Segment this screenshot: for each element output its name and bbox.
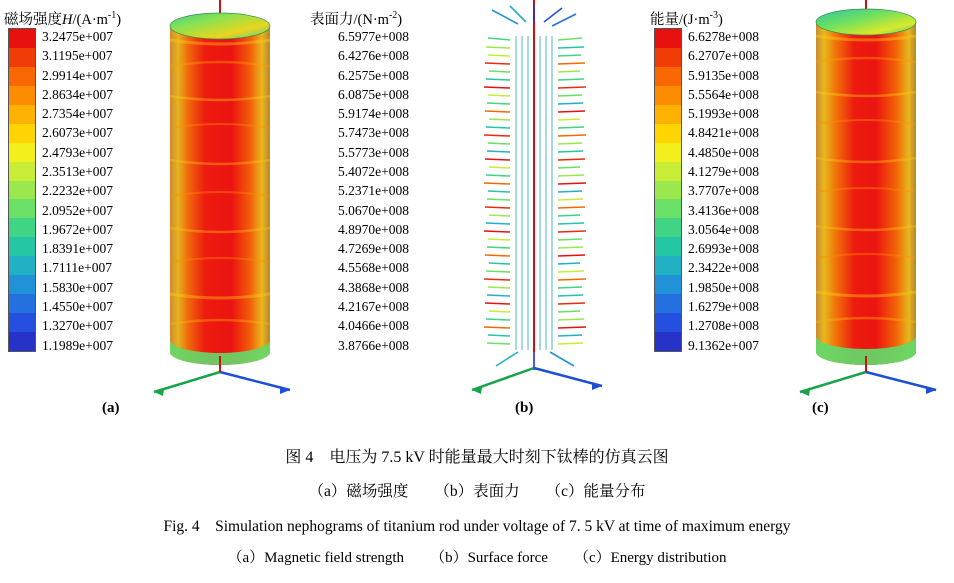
rod-body — [170, 26, 270, 365]
legend-value: 2.3422e+008 — [688, 260, 759, 276]
colorbar-swatch — [655, 162, 681, 181]
colorbar-swatch — [655, 48, 681, 67]
subcaption-en-b: （b）Surface force — [430, 550, 548, 566]
legend-value: 5.5773e+008 — [338, 144, 409, 160]
colorbar-swatch — [655, 218, 681, 237]
legend-value: 5.9135e+008 — [688, 67, 759, 83]
colorbar-swatch — [9, 162, 35, 181]
colorbar-swatch — [655, 143, 681, 162]
legend-value: 1.9672e+007 — [42, 221, 113, 237]
colorbar-swatch — [655, 105, 681, 124]
legend-value: 5.2371e+008 — [338, 183, 409, 199]
colorbar-swatch — [9, 181, 35, 200]
colorbar-swatch — [9, 275, 35, 294]
vector-arrows-body — [484, 30, 586, 352]
colorbar-swatch — [9, 294, 35, 313]
legend-value: 2.3513e+007 — [42, 163, 113, 179]
legend-value: 2.4793e+007 — [42, 144, 113, 160]
colorbar-swatch — [655, 275, 681, 294]
legend-value: 2.8634e+007 — [42, 86, 113, 102]
legend-value: 5.7473e+008 — [338, 125, 409, 141]
colorbar-swatch — [655, 237, 681, 256]
legend-value: 1.5830e+007 — [42, 279, 113, 295]
legend-value: 5.0670e+008 — [338, 202, 409, 218]
legend-value: 6.0875e+008 — [338, 86, 409, 102]
legend-value: 1.2708e+008 — [688, 318, 759, 334]
legend-value: 6.6278e+008 — [688, 29, 759, 44]
colorbar-swatch — [9, 237, 35, 256]
legend-value: 5.9174e+008 — [338, 106, 409, 122]
legend-b — [338, 28, 409, 353]
legend-value: 2.2232e+007 — [42, 183, 113, 199]
colorbar-swatch — [9, 67, 35, 86]
legend-value: 1.7111e+007 — [42, 260, 112, 276]
legend-value: 5.5564e+008 — [688, 86, 759, 102]
figure-subcaption-en — [0, 546, 954, 567]
rod-render-c — [790, 0, 950, 400]
legend-value: 6.2575e+008 — [338, 67, 409, 83]
colorbar-swatch — [9, 256, 35, 275]
colorbar-swatch — [9, 29, 35, 48]
legend-value: 3.2475e+007 — [42, 29, 113, 44]
legend-value: 4.2167e+008 — [338, 298, 409, 314]
colorbar-swatch — [655, 67, 681, 86]
legend-value: 3.0564e+008 — [688, 221, 759, 237]
colorbar-swatch — [9, 218, 35, 237]
legend-value: 5.4072e+008 — [338, 163, 409, 179]
legend-value: 2.9914e+007 — [42, 67, 113, 83]
legend-value: 4.5568e+008 — [338, 260, 409, 276]
colorbar-swatch — [655, 199, 681, 218]
figure-subcaption-cn — [0, 479, 954, 501]
rod-top-cap — [170, 13, 270, 39]
panel-letter-b: (b) — [515, 400, 534, 416]
colorbar-swatch — [655, 29, 681, 48]
colorbar-a — [8, 28, 36, 352]
figure-caption-en: Fig. 4 Simulation nephograms of titanium rod under voltage of 7. 5 kV at time of maximum energy — [163, 518, 791, 535]
legend-value: 2.0952e+007 — [42, 202, 113, 218]
rod-render-b — [458, 0, 618, 400]
legend-title-b: 表面力$/(N\cdot m^{-2})$ — [310, 10, 403, 28]
legend-value: 3.8766e+008 — [338, 337, 409, 353]
subcaption-cn-b: （b）表面力 — [434, 483, 520, 500]
colorbar-swatch — [9, 124, 35, 143]
legend-value: 4.1279e+008 — [688, 163, 759, 179]
legend-value: 4.0466e+008 — [338, 318, 409, 334]
legend-value: 4.4850e+008 — [688, 144, 759, 160]
colorbar-swatch — [655, 294, 681, 313]
legend-value: 3.1195e+007 — [42, 48, 113, 64]
colorbar-swatch — [655, 181, 681, 200]
legend-value: 6.4276e+008 — [338, 48, 409, 64]
colorbar-swatch — [9, 332, 35, 351]
legend-value: 1.6279e+008 — [688, 298, 759, 314]
legend-labels-b — [338, 28, 409, 354]
panel-letter-a: (a) — [102, 400, 120, 416]
legend-value: 3.7707e+008 — [688, 183, 759, 199]
colorbar-swatch — [9, 105, 35, 124]
rod-top-cap — [816, 9, 916, 35]
legend-title-c: 能量$/(J\cdot m^{-3})$ — [650, 10, 723, 28]
subcaption-cn-a: （a）磁场强度 — [308, 483, 409, 500]
legend-value: 6.5977e+008 — [338, 29, 409, 44]
colorbar-swatch — [655, 256, 681, 275]
rod-render-a — [144, 0, 304, 400]
colorbar-swatch — [655, 313, 681, 332]
legend-value: 4.3868e+008 — [338, 279, 409, 295]
legend-value: 3.4136e+008 — [688, 202, 759, 218]
legend-value: 1.4550e+007 — [42, 298, 113, 314]
figure-caption-cn: 图 4 电压为 7.5 kV 时能量最大时刻下钛棒的仿真云图 — [285, 449, 669, 466]
panel-c — [650, 0, 950, 430]
axis-triad — [472, 368, 602, 394]
colorbar-swatch — [9, 199, 35, 218]
legend-value: 2.7354e+007 — [42, 106, 113, 122]
panel-a — [4, 0, 304, 430]
legend-value: 1.1989e+007 — [42, 337, 113, 353]
panel-b — [310, 0, 610, 430]
colorbar-swatch — [655, 124, 681, 143]
colorbar-swatch — [655, 332, 681, 351]
subcaption-en-c: （c）Energy distribution — [573, 550, 727, 566]
legend-value: 4.8421e+008 — [688, 125, 759, 141]
legend-labels-a — [42, 28, 113, 354]
legend-c — [654, 28, 759, 353]
colorbar-swatch — [9, 313, 35, 332]
rod-body — [816, 22, 916, 365]
legend-value: 1.8391e+007 — [42, 241, 113, 257]
legend-value: 5.1993e+008 — [688, 106, 759, 122]
legend-value: 1.9850e+008 — [688, 279, 759, 295]
legend-value: 6.2707e+008 — [688, 48, 759, 64]
colorbar-swatch — [655, 86, 681, 105]
subcaption-cn-c: （c）能量分布 — [545, 483, 646, 500]
legend-value: 2.6993e+008 — [688, 241, 759, 257]
legend-labels-c — [688, 28, 759, 354]
colorbar-swatch — [9, 48, 35, 67]
legend-value: 9.1362e+007 — [688, 337, 759, 353]
colorbar-c — [654, 28, 682, 352]
legend-value: 4.8970e+008 — [338, 221, 409, 237]
legend-value: 1.3270e+007 — [42, 318, 113, 334]
legend-value: 2.6073e+007 — [42, 125, 113, 141]
colorbar-swatch — [9, 86, 35, 105]
legend-value: 4.7269e+008 — [338, 241, 409, 257]
colorbar-swatch — [9, 143, 35, 162]
panel-letter-c: (c) — [812, 400, 829, 416]
legend-title-a: 磁场强度$H/(A\cdot m^{-1})$ — [4, 10, 122, 28]
subcaption-en-a: （a）Magnetic field strength — [227, 550, 405, 566]
legend-a — [8, 28, 113, 353]
